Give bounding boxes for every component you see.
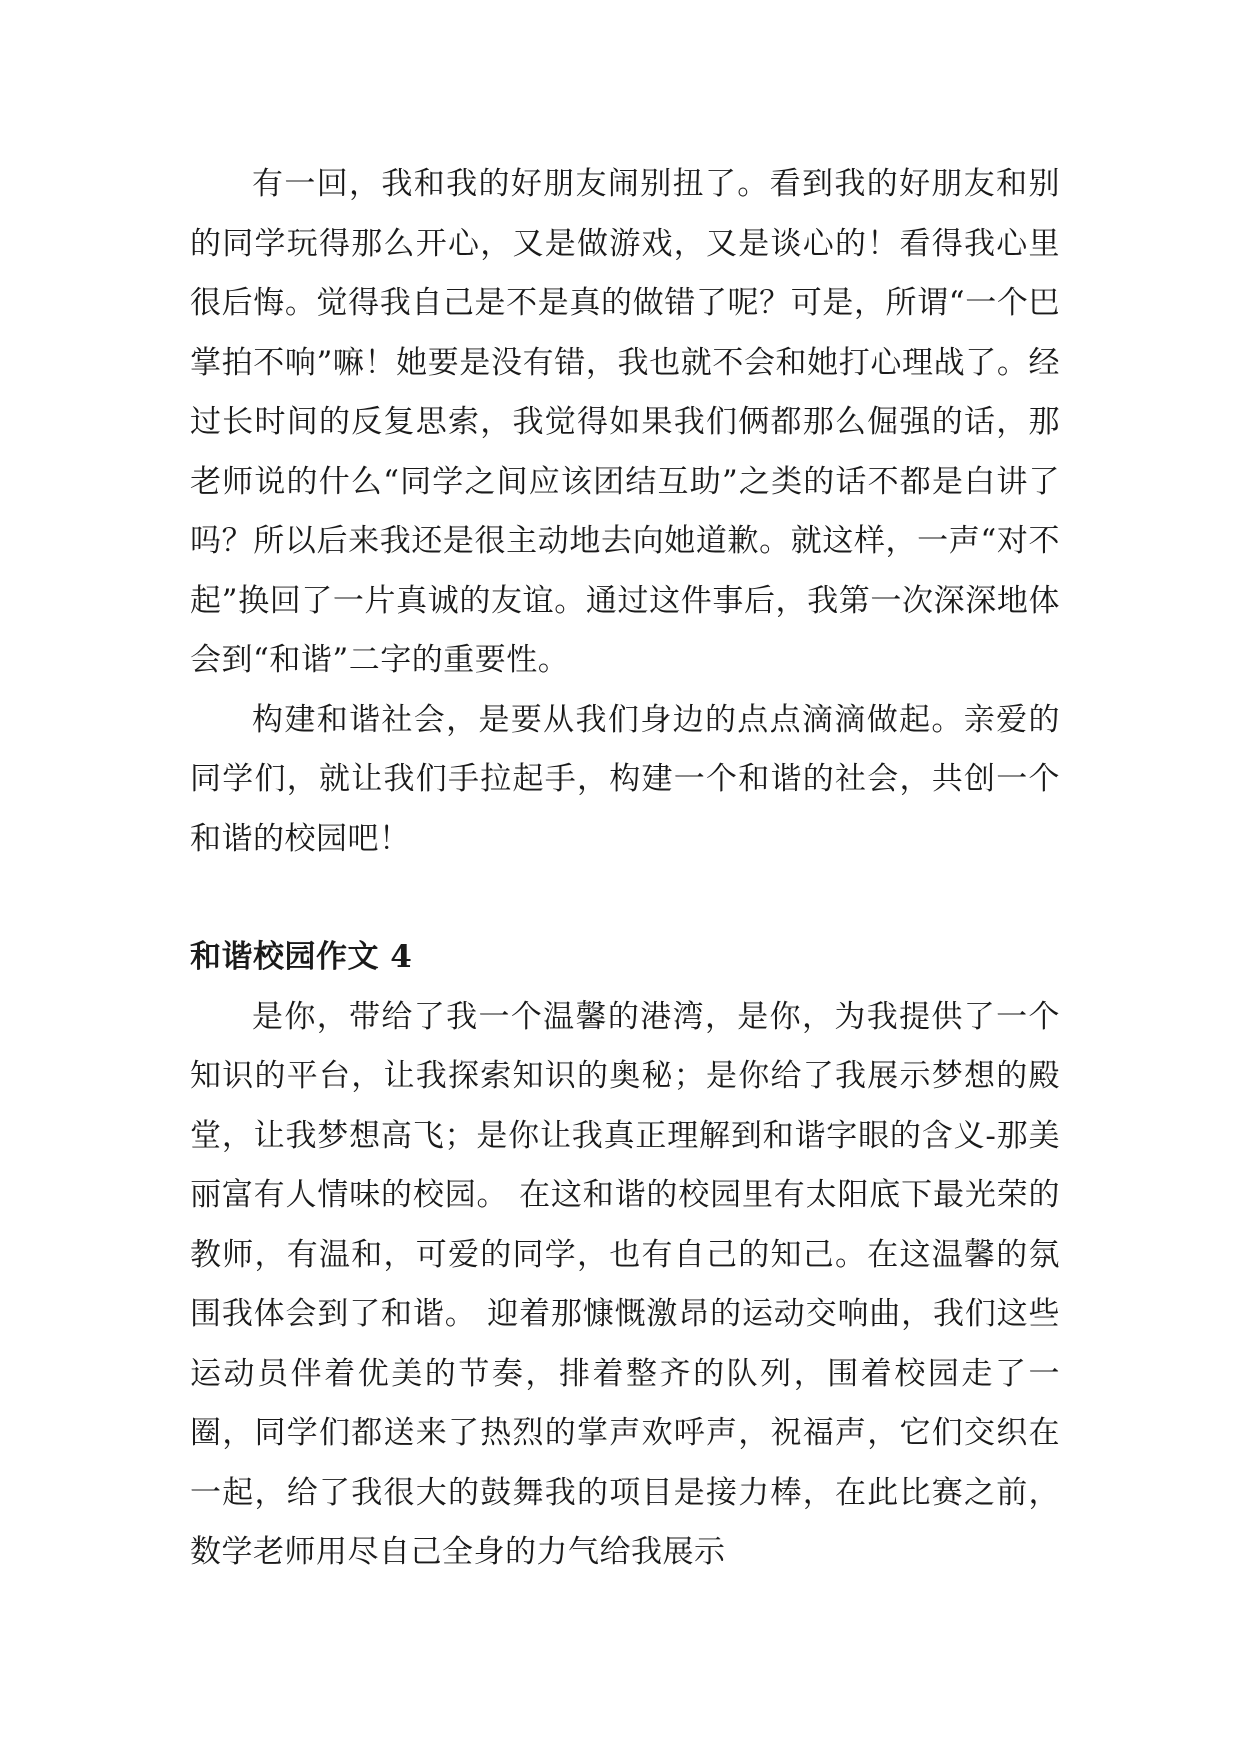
paragraph-quarrel-story: 有一回，我和我的好朋友闹别扭了。看到我的好朋友和别的同学玩得那么开心，又是做游戏，又是谈心的！看得我心里很后悔。觉得我自己是不是真的做错了呢？可是，所谓“一个巴掌拍不响”嘛！她要是没有错，我也就不会和她打心理战了。经过长时间的反复思索，我觉得如果我们俩都那么倔强的话，那老师说的什么“同学之间应该团结互助”之类的话不都是白讲了吗？所以后来我还是很主动地去向她道歉。就这样，一声“对不起”换回了一片真诚的友谊。通过这件事后，我第一次深深地体会到“和谐”二字的重要性。 — [190, 166, 1060, 678]
document-page — [190, 155, 1060, 1583]
section-title: 和谐校园作文 4 — [190, 939, 413, 975]
paragraph-build-harmony: 构建和谐社会，是要从我们身边的点点滴滴做起。亲爱的同学们，就让我们手拉起手，构建一个和谐的社会，共创一个和谐的校园吧！ — [190, 701, 1060, 857]
paragraph-campus-essay: 是你，带给了我一个温馨的港湾，是你，为我提供了一个知识的平台，让我探索知识的奥秘；是你给了我展示梦想的殿堂，让我梦想高飞；是你让我真正理解到和谐字眼的含义-那美丽富有人情味的校园。 在这和谐的校园里有太阳底下最光荣的教师，有温和，可爱的同学，也有自己的知己。在这温馨的氛围我体会到了和谐。 迎着那慷慨激昂的运动交响曲，我们这些运动员伴着优美的节奏，排着整齐的队列，围着校园走了一圈，同学们都送来了热烈的掌声欢呼声，祝福声，它们交织在一起，给了我很大的鼓舞我的项目是接力棒，在此比赛之前，数学老师用尽自己全身的力气给我展示 — [190, 998, 1060, 1570]
